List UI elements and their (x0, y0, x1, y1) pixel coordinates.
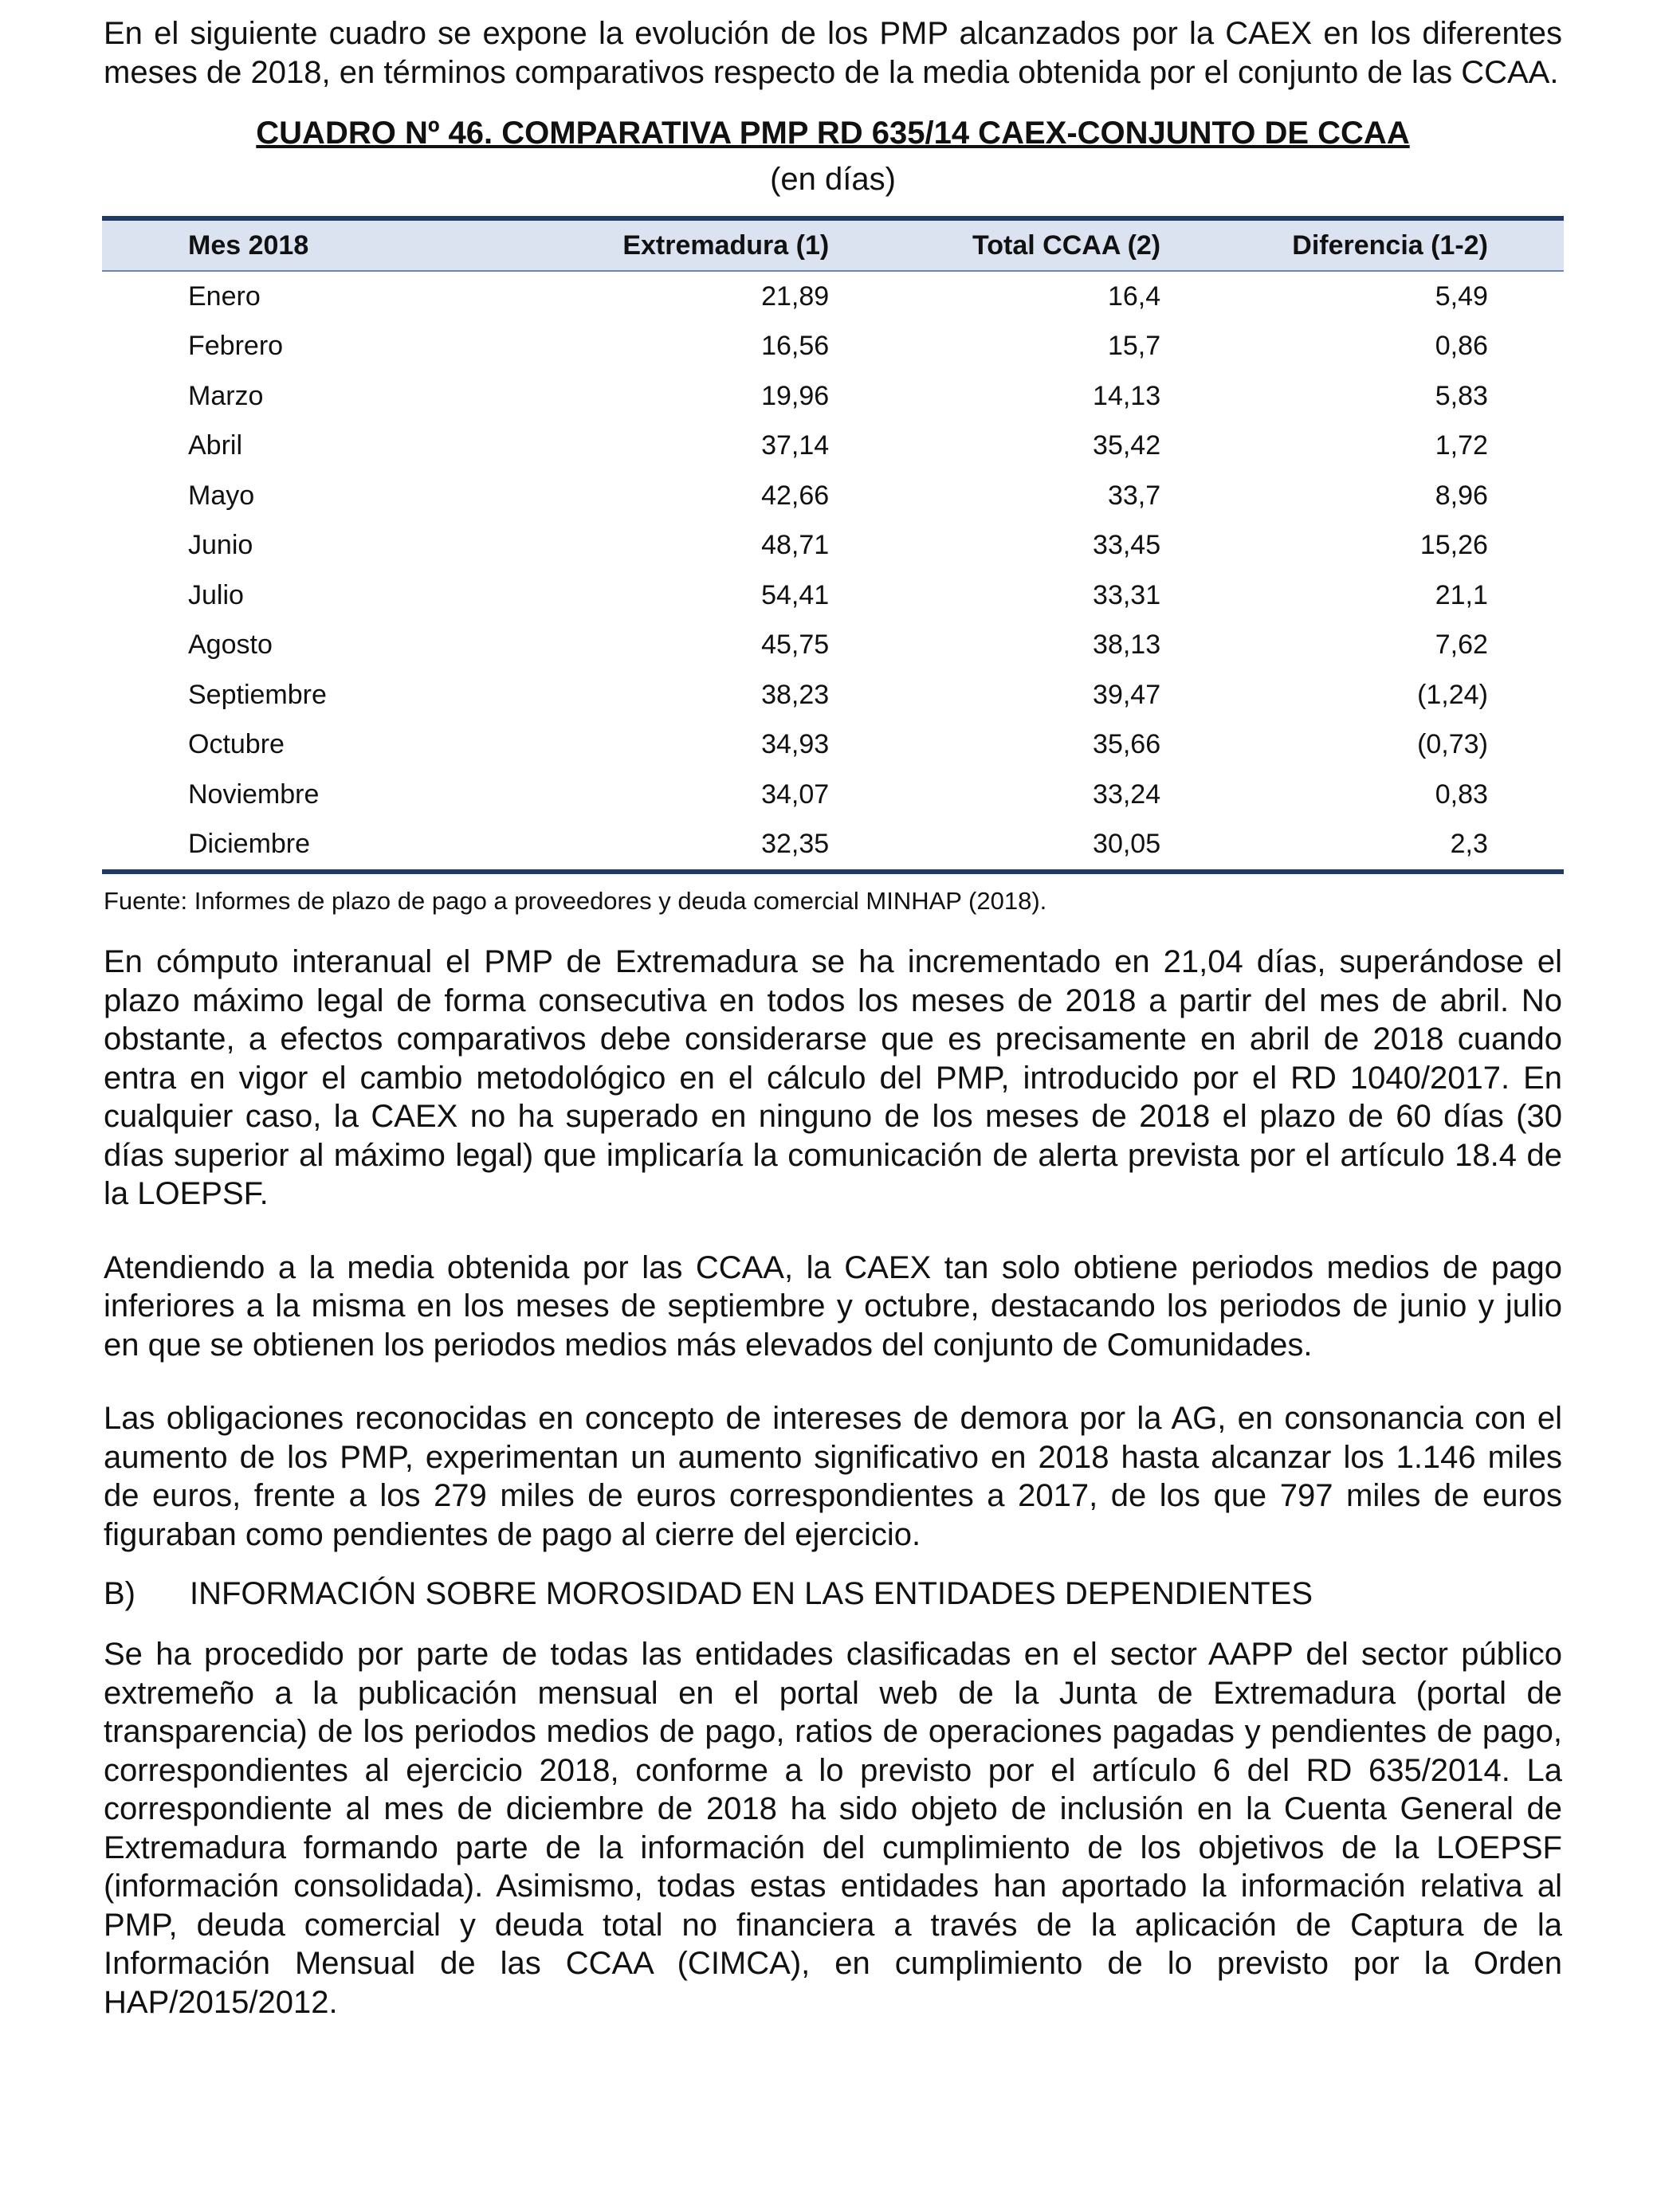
cell-extremadura: 48,71 (761, 530, 830, 561)
cell-total-ccaa: 30,05 (829, 820, 1160, 873)
table-subtitle: (en días) (770, 162, 896, 197)
cell-diferencia: 21,1 (1435, 579, 1488, 610)
cell-extremadura: 16,56 (761, 331, 830, 362)
cell-mes: Octubre (188, 729, 285, 760)
document-page (104, 14, 1562, 2022)
cell-extremadura: 45,75 (761, 629, 830, 661)
header-mes: Mes 2018 (102, 218, 520, 271)
cell-total-ccaa: 33,7 (1107, 480, 1161, 511)
table-row (102, 770, 1564, 820)
cell-mes: Febrero (188, 331, 284, 362)
cell-diferencia: 5,49 (1435, 280, 1488, 312)
cell-total-ccaa: 14,13 (1093, 380, 1161, 411)
cell-total-ccaa: 33,45 (1093, 530, 1161, 561)
table-title: CUADRO Nº 46. COMPARATIVA PMP RD 635/14 CAEX-CONJUNTO DE CCAA (256, 116, 1410, 151)
section-b-heading (104, 1575, 1562, 1613)
cell-total-ccaa: 15,7 (1107, 331, 1161, 362)
cell-extremadura: 42,66 (761, 480, 830, 511)
cell-spacer (1488, 621, 1564, 671)
table-row (102, 371, 1564, 422)
cell-diferencia: 7,62 (1435, 629, 1488, 661)
cell-mes: Junio (188, 530, 253, 561)
cell-spacer (1488, 422, 1564, 472)
table-header-row (102, 218, 1564, 271)
section-b-title: INFORMACIÓN SOBRE MOROSIDAD EN LAS ENTIDADES DEPENDIENTES (190, 1576, 1313, 1611)
section-b-letter: B) (104, 1576, 135, 1611)
cell-spacer (1488, 720, 1564, 771)
cell-diferencia: 8,96 (1435, 480, 1488, 511)
cell-diferencia: 2,3 (1160, 820, 1488, 873)
cell-diferencia: 5,83 (1435, 380, 1488, 411)
cell-spacer (1488, 820, 1564, 873)
cell-extremadura: 21,89 (761, 280, 830, 312)
cell-spacer (1488, 521, 1564, 571)
cell-total-ccaa: 33,31 (1093, 579, 1161, 610)
cell-mes: Enero (188, 280, 261, 312)
cell-mes: Marzo (188, 380, 264, 411)
cell-mes: Agosto (188, 629, 273, 661)
cell-extremadura: 54,41 (761, 579, 830, 610)
cell-mes: Diciembre (102, 820, 520, 873)
table-row (102, 820, 1564, 873)
table-row (102, 621, 1564, 671)
table-source-note: Fuente: Informes de plazo de pago a proveedores y deuda comercial MINHAP (2018). (104, 887, 1047, 915)
table-row (102, 271, 1564, 322)
header-total-ccaa: Total CCAA (2) (829, 218, 1160, 271)
header-diferencia: Diferencia (1-2) (1160, 218, 1488, 271)
header-extremadura: Extremadura (1) (520, 218, 829, 271)
cell-extremadura: 34,93 (761, 729, 830, 760)
cell-total-ccaa: 39,47 (1093, 679, 1161, 710)
cell-mes: Julio (188, 579, 244, 610)
table-row (102, 521, 1564, 571)
table-row (102, 422, 1564, 472)
cell-diferencia: 0,86 (1435, 331, 1488, 362)
cell-total-ccaa: 35,42 (1093, 430, 1161, 461)
header-spacer (1488, 218, 1564, 271)
cell-spacer (1488, 271, 1564, 322)
cell-mes: Mayo (188, 480, 255, 511)
cell-total-ccaa: 16,4 (1107, 280, 1161, 312)
pmp-comparison-table (102, 216, 1564, 874)
table-body (102, 271, 1564, 872)
paragraph-dependent-entities: Se ha procedido por parte de todas las entidades clasificadas en el sector AAPP del sector público extremeño a la publicación mensual en el portal web de la Junta de Extremadura (portal de transparencia) de los periodos medios de pago, ratios de operaciones pagadas y pendientes de pago, correspondientes al ejercicio 2018, conforme a lo previsto por el artículo 6 del RD 635/2014. La correspondiente al mes de diciembre de 2018 ha sido objeto de inclusión en la Cuenta General de Extremadura formando parte de la información del cumplimiento de los objetivos de la LOEPSF (información consolidada). Asimismo, todas estas entidades han aportado la información relativa al PMP, deuda comercial y deuda total no financiera a través de la aplicación de Captura de la Información Mensual de las CCAA (CIMCA), en cumplimiento de lo previsto por la Orden HAP/2015/2012. (104, 1637, 1562, 2020)
table-row (102, 322, 1564, 372)
cell-diferencia: (0,73) (1417, 729, 1488, 760)
paragraph-interest: Las obligaciones reconocidas en concepto de intereses de demora por la AG, en consonancia con el aumento de los PMP, experimentan un aumento significativo en 2018 hasta alcanzar los 1.146 miles de euros, frente a los 279 miles de euros correspondientes a 2017, de los que 797 miles de euros figuraban como pendientes de pago al cierre del ejercicio. (104, 1401, 1562, 1552)
cell-total-ccaa: 35,66 (1093, 729, 1161, 760)
cell-diferencia: 1,72 (1435, 430, 1488, 461)
cell-spacer (1488, 371, 1564, 422)
cell-diferencia: (1,24) (1417, 679, 1488, 710)
cell-spacer (1488, 670, 1564, 720)
cell-mes: Noviembre (188, 779, 320, 810)
cell-diferencia: 15,26 (1419, 530, 1488, 561)
table-row (102, 471, 1564, 521)
cell-extremadura: 19,96 (761, 380, 830, 411)
cell-total-ccaa: 38,13 (1093, 629, 1161, 661)
cell-spacer (1488, 571, 1564, 621)
paragraph-average: Atendiendo a la media obtenida por las CCAA, la CAEX tan solo obtiene periodos medios de pago inferiores a la misma en los meses de septiembre y octubre, destacando los periodos de junio y julio en que se obtienen los periodos medios más elevados del conjunto de Comunidades. (104, 1249, 1562, 1363)
cell-extremadura: 34,07 (761, 779, 830, 810)
cell-total-ccaa: 33,24 (1093, 779, 1161, 810)
intro-paragraph: En el siguiente cuadro se expone la evolución de los PMP alcanzados por la CAEX en los diferentes meses de 2018, en términos comparativos respecto de la media obtenida por el conjunto de las CCAA. (104, 16, 1562, 90)
cell-extremadura: 38,23 (761, 679, 830, 710)
cell-mes: Septiembre (188, 679, 327, 710)
table-row (102, 670, 1564, 720)
cell-spacer (1488, 322, 1564, 372)
cell-spacer (1488, 770, 1564, 820)
table-row (102, 571, 1564, 621)
cell-extremadura: 37,14 (761, 430, 830, 461)
cell-diferencia: 0,83 (1435, 779, 1488, 810)
table-row (102, 720, 1564, 771)
cell-extremadura: 32,35 (520, 820, 829, 873)
cell-spacer (1488, 471, 1564, 521)
paragraph-interannual: En cómputo interanual el PMP de Extremadura se ha incrementado en 21,04 días, superándose el plazo máximo legal de forma consecutiva en todos los meses de 2018 a partir del mes de abril. No obstante, a efectos comparativos debe considerarse que es precisamente en abril de 2018 cuando entra en vigor el cambio metodológico en el cálculo del PMP, introducido por el RD 1040/2017. En cualquier caso, la CAEX no ha superado en ninguno de los meses de 2018 el plazo de 60 días (30 días superior al máximo legal) que implicaría la comunicación de alerta prevista por el artículo 18.4 de la LOEPSF. (104, 944, 1562, 1211)
cell-mes: Abril (188, 430, 243, 461)
